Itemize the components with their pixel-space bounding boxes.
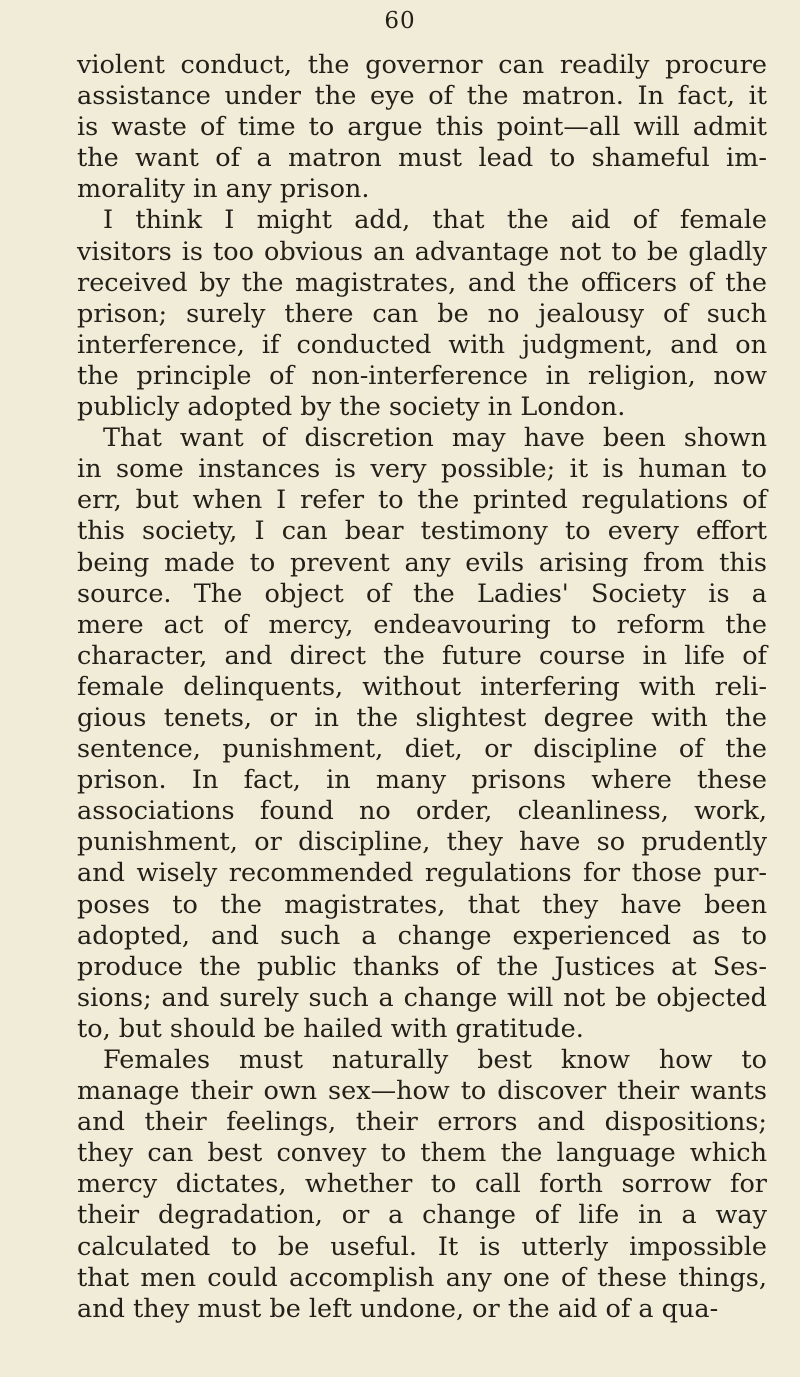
text-line: to, but should be hailed with gratitude. — [77, 1013, 584, 1044]
text-line: punishment, or discipline, they have so prudently — [77, 827, 767, 858]
paragraph — [77, 50, 767, 205]
text-line: female delinquents, without interfering with reli- — [77, 671, 767, 702]
text-line: mercy dictates, whether to call forth sorrow for — [77, 1169, 767, 1200]
text-line: mere act of mercy, endeavouring to reform the — [77, 609, 767, 640]
text-line: violent conduct, the governor can readily procure — [77, 50, 767, 80]
text-line: interference, if conducted with judgment, and on — [77, 329, 767, 360]
text-line: visitors is too obvious an advantage not to be gladly — [77, 236, 767, 267]
text-line: I think I might add, that the aid of female — [103, 205, 767, 236]
text-line: this society, I can bear testimony to every effort — [77, 516, 767, 547]
text-line: in some instances is very possible; it is human to — [77, 454, 767, 485]
body-text — [77, 50, 767, 1325]
text-line: That want of discretion may have been shown — [103, 423, 767, 454]
text-line: Females must naturally best know how to — [103, 1045, 767, 1075]
text-line: source. The object of the Ladies' Society is a — [77, 578, 767, 609]
paragraph — [77, 1045, 767, 1325]
text-line: err, but when I refer to the printed regulations of — [77, 485, 767, 516]
text-line: calculated to be useful. It is utterly impossible — [77, 1231, 767, 1262]
text-line: they can best convey to them the language which — [77, 1138, 767, 1169]
text-line: being made to prevent any evils arising from this — [77, 547, 767, 578]
text-line: adopted, and such a change experienced as to — [77, 920, 767, 951]
text-line: and their feelings, their errors and dispositions; — [77, 1107, 767, 1138]
text-line: that men could accomplish any one of these things, — [77, 1262, 767, 1293]
text-line: morality in any prison. — [77, 174, 370, 205]
text-line: gious tenets, or in the slightest degree with the — [77, 702, 767, 733]
text-line: received by the magistrates, and the officers of the — [77, 267, 767, 298]
text-line: is waste of time to argue this point—all will admit — [77, 112, 767, 143]
text-line: publicly adopted by the society in London. — [77, 392, 626, 423]
text-line: poses to the magistrates, that they have been — [77, 889, 767, 920]
text-line: and they must be left undone, or the aid of a qua- — [77, 1293, 719, 1324]
text-line: character, and direct the future course in life of — [77, 640, 767, 671]
text-line: sentence, punishment, diet, or discipline of the — [77, 734, 767, 765]
text-line: prison. In fact, in many prisons where these — [77, 765, 767, 796]
text-line: their degradation, or a change of life in a way — [77, 1200, 767, 1231]
text-line: produce the public thanks of the Justices at Ses- — [77, 951, 767, 982]
paragraph — [77, 423, 767, 1045]
text-line: and wisely recommended regulations for those pur- — [77, 858, 767, 889]
page-number: 60 — [384, 8, 416, 34]
text-line: manage their own sex—how to discover their wants — [77, 1076, 767, 1107]
text-line: prison; surely there can be no jealousy of such — [77, 298, 767, 329]
text-line: the want of a matron must lead to shameful im- — [77, 143, 767, 174]
paragraph — [77, 205, 767, 423]
text-line: sions; and surely such a change will not be objected — [77, 982, 767, 1013]
text-line: associations found no order, cleanliness, work, — [77, 796, 767, 827]
text-line: assistance under the eye of the matron. In fact, it — [77, 81, 767, 112]
text-line: the principle of non-interference in religion, now — [77, 360, 767, 391]
